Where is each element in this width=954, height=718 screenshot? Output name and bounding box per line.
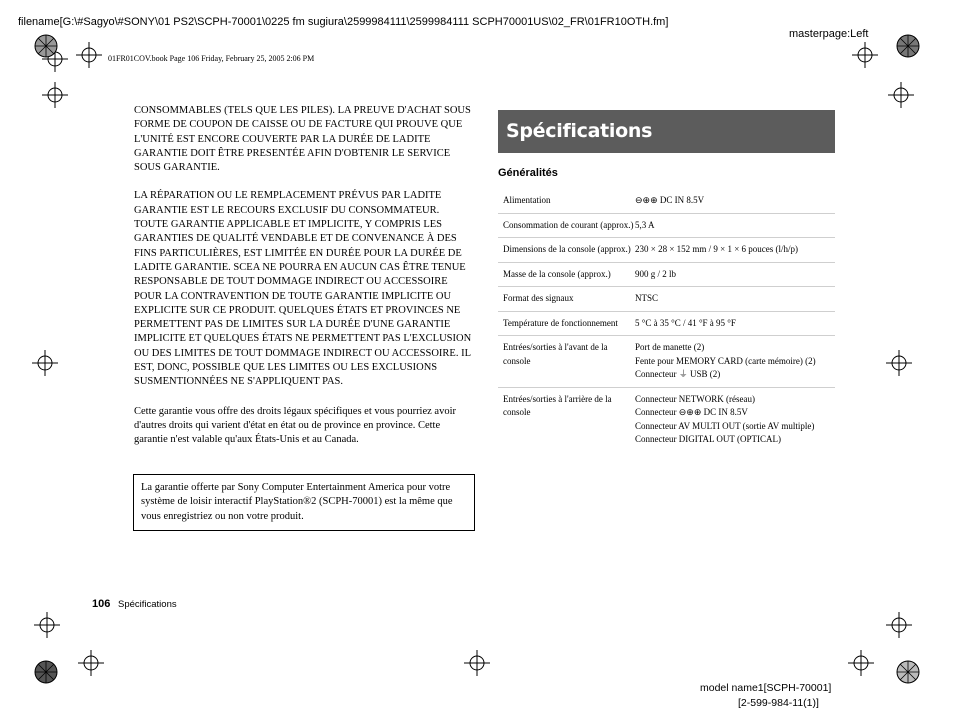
registration-crosshair-icon [886, 350, 912, 376]
warranty-paragraph-3: Cette garantie vous offre des droits légaux spécifiques et vous pourriez avoir d'autres droits qui varient d'état en état ou de province en province. Cette garantie n'est valable qu'aux États-Unis et au Canada. [134, 405, 456, 446]
specifications-title: Spécifications [498, 110, 835, 153]
spec-label: Température de fonctionnement [503, 317, 618, 328]
spec-value [635, 243, 835, 257]
spec-value-line: Connecteur ⏚ USB (2) [635, 369, 721, 379]
table-row [498, 387, 835, 452]
spec-value-line: Connecteur ⊖⊕⊕ DC IN 8.5V [635, 407, 748, 417]
spec-label: Dimensions de la console (approx.) [503, 244, 631, 254]
star-target-icon [34, 660, 58, 684]
spec-value [635, 268, 835, 282]
spec-label: Entrées/sorties à l'arrière de la console [503, 393, 612, 417]
registration-crosshair-icon [32, 350, 58, 376]
spec-value-line: Port de manette (2) [635, 342, 705, 352]
spec-value [635, 341, 835, 382]
model-name-line: model name1[SCPH-70001] [700, 682, 832, 694]
star-target-icon [896, 660, 920, 684]
spec-value-line: ⊖⊕⊕ DC IN 8.5V [635, 195, 705, 205]
book-info-line: 01FR01COV.book Page 106 Friday, February 25, 2005 2:06 PM [108, 54, 315, 63]
spec-value-line: Connecteur AV MULTI OUT (sortie AV multiple) [635, 420, 815, 431]
star-target-icon [34, 34, 58, 58]
spec-value-line: 5 °C à 35 °C / 41 °F à 95 °F [635, 317, 736, 328]
specifications-table [498, 189, 835, 452]
warranty-note-box: La garantie offerte par Sony Computer Entertainment America pour votre système de loisir interactif PlayStation®2 (SCPH-70001) est la même que vous enregistriez ou non votre produit. [133, 474, 475, 531]
spec-value-line: 230 × 28 × 152 mm / 9 × 1 × 6 pouces (l/h/p) [635, 244, 799, 254]
registration-crosshair-icon [886, 612, 912, 638]
registration-crosshair-icon [852, 42, 878, 68]
registration-crosshair-icon [464, 650, 490, 676]
registration-crosshair-icon [42, 82, 68, 108]
masterpage-label: masterpage:Left [789, 28, 869, 40]
spec-value-line: Connecteur NETWORK (réseau) [635, 393, 755, 404]
spec-value [635, 393, 835, 447]
spec-label: Consommation de courant (approx.) [503, 219, 634, 230]
general-section-heading: Généralités [498, 167, 558, 179]
table-row [498, 335, 835, 387]
registration-crosshair-icon [848, 650, 874, 676]
spec-value-line: Fente pour MEMORY CARD (carte mémoire) (2) [635, 355, 816, 366]
spec-label: Format des signaux [503, 293, 574, 303]
table-row [498, 262, 835, 287]
registration-crosshair-icon [888, 82, 914, 108]
table-row [498, 213, 835, 238]
warranty-paragraph-2: LA RÉPARATION OU LE REMPLACEMENT PRÉVUS PAR LADITE GARANTIE EST LE RECOURS EXCLUSIF DU CONSOMMATEUR. TOUTE GARANTIE APPLICABLE ET IMPLICITE, Y COMPRIS LES GARANTIES DE QUALITÉ VENDABLE ET DE CONVENANCE À DES FINS PARTICULIÈRES, EST LIMITÉE EN DURÉE POUR LA DURÉE DE LADITE GARANTIE. SCEA NE POURRA EN AUCUN CAS ÊTRE TENUE RESPONSABLE DE TOUT DOMMAGE INDIRECT OU ACCESSOIRE POUR LA CONTRAVENTION DE TOUTE GARANTIE IMPLICITE OU EXPLICITE SUR CE PRODUIT. QUELQUES ÉTATS ET PROVINCES NE PERMETTENT PAS DE LIMITES SUR LA DURÉE D'UNE GARANTIE IMPLICITE ET QUELQUES ÉTATS NE PERMETTENT PAS L'EXCLUSION OU DES LIMITES DE TOUT DOMMAGE INDIRECT OU ACCESSOIRE. IL EST, DONC, POSSIBLE QUE LES LIMITES OU LES EXCLUSIONS SUSMENTIONNÉES NE S'APPLIQUENT PAS. [134, 190, 472, 388]
spec-value-line: NTSC [635, 293, 659, 303]
registration-crosshair-icon [34, 612, 60, 638]
warranty-text-column [134, 104, 474, 463]
spec-value-line: Connecteur DIGITAL OUT (OPTICAL) [635, 434, 781, 444]
table-row [498, 311, 835, 336]
table-row [498, 189, 835, 213]
spec-value [635, 317, 835, 331]
spec-label: Masse de la console (approx.) [503, 268, 611, 279]
table-row [498, 286, 835, 311]
spec-value-line: 5,3 A [635, 219, 655, 230]
spec-value [635, 219, 835, 233]
spec-value [635, 292, 835, 306]
footer-section-name: Spécifications [118, 599, 177, 610]
table-row [498, 237, 835, 262]
page-number: 106 [92, 598, 111, 610]
model-code-line: [2-599-984-11(1)] [738, 697, 819, 709]
spec-label: Alimentation [503, 195, 551, 205]
registration-crosshair-icon [76, 42, 102, 68]
spec-value [635, 194, 835, 208]
spec-value-line: 900 g / 2 lb [635, 268, 677, 279]
star-target-icon [896, 34, 920, 58]
filename-line: filename[G:\#Sagyo\#SONY\01 PS2\SCPH-70001\0225 fm sugiura\2599984111\2599984111 SCPH70001US\02_FR\01FR10OTH.fm] [18, 16, 669, 28]
warranty-paragraph-1: CONSOMMABLES (TELS QUE LES PILES). LA PREUVE D'ACHAT SOUS FORME DE COUPON DE CAISSE OU DE FACTURE QUI PROUVE QUE L'UNITÉ EST ENCORE COUVERTE PAR LA DURÉE DE LADITE GARANTIE DOIT ÊTRE PRESENTÉE AFIN D'OBTENIR LE SERVICE SOUS GARANTIE. [134, 105, 471, 174]
spec-label: Entrées/sorties à l'avant de la console [503, 342, 608, 366]
registration-crosshair-icon [78, 650, 104, 676]
